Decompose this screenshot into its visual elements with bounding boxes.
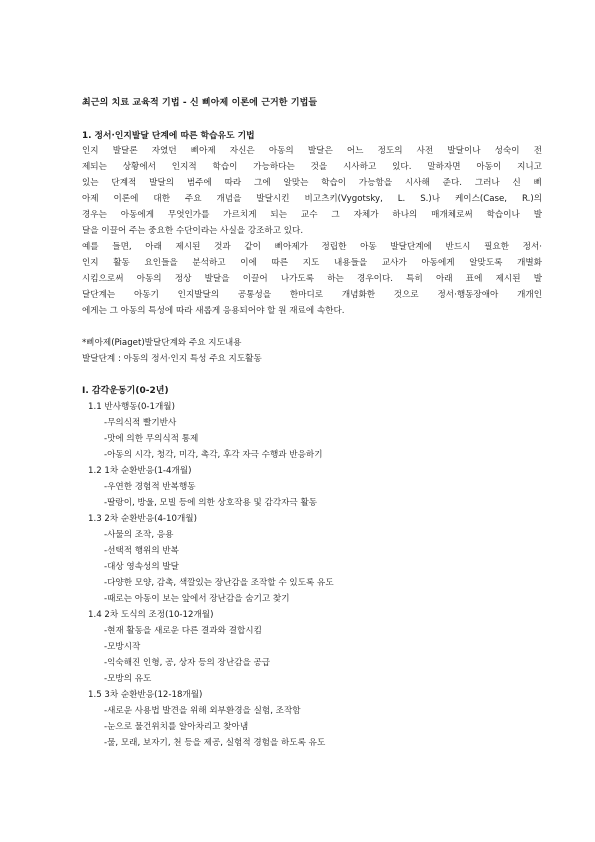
substage-label: 1.5 3차 순환반응(12-18개월) [88,690,203,700]
section-heading: 1. 정서·인지발달 단계에 따른 학습유도 기법 [82,131,255,141]
stage-heading: I. 감각운동기(0-2년) [82,386,169,396]
list-item: -사물의 조작, 응용 [104,530,174,540]
document-title: 최근의 치료 교육적 기법 - 신 삐아제 이론에 근거한 기법들 [82,98,318,108]
paragraph-line: 인지 활동 요인들을 분석하고 이에 따른 지도 내용들을 교사가 아동에게 알맞도록 개별화 [82,258,542,268]
list-item: -모방시작 [104,642,141,652]
list-item: -선택적 행위의 반복 [104,546,179,556]
substage-label: 1.1 반사행동(0-1개월) [88,402,175,412]
list-item: -우연한 경험적 반복행동 [104,482,196,492]
substage-label: 1.4 2차 도식의 조정(10-12개월) [88,610,214,620]
table-header-row: 발달단계 : 아동의 정서·인지 특성 주요 지도활동 [82,354,262,364]
list-item: -현재 활동을 새로운 다른 결과와 결합시킴 [104,626,262,636]
list-item: -무의식적 빨기반사 [104,418,177,428]
table-caption: *삐아제(Piaget)발달단계와 주요 지도내용 [82,338,242,348]
list-item: -아동의 시각, 청각, 미각, 촉각, 후각 자극 수행과 반응하기 [104,450,323,460]
paragraph-line: 예를 들면, 아래 제시된 것과 같이 삐아제가 정립한 아동 발달단계에 반드시 필요한 정서· [82,242,542,252]
paragraph-line: 경우는 아동에게 무엇인가를 가르치게 되는 교수 그 자체가 하나의 매개체로써 학습이나 발 [82,210,542,220]
list-item: -다양한 모양, 감촉, 색깔있는 장난감을 조작할 수 있도록 유도 [104,578,334,588]
list-item: -새로운 사용법 발견을 위해 외부환경을 실험, 조작함 [104,706,301,716]
paragraph-line: 아제 이론에 대한 주요 개념을 발달시킨 비고츠키(Vygotsky, L. S.)나 케이스(Case, R.)의 [82,194,542,204]
substage-label: 1.2 1차 순환반응(1-4개월) [88,466,192,476]
paragraph-line: 달을 이끌어 주는 중요한 수단이라는 사실을 강조하고 있다. [82,226,304,236]
list-item: -물, 모래, 보자기, 천 등을 제공, 실험적 경험을 하도록 유도 [104,738,326,748]
paragraph-line: 제되는 상황에서 인지적 학습이 가능하다는 것을 시사하고 있다. 말하자면 아동이 지니고 [82,162,542,172]
list-item: -익숙해진 인형, 공, 상자 등의 장난감을 공급 [104,658,271,668]
paragraph-line: 에게는 그 아동의 특성에 따라 새롭게 응용되어야 할 원 재료에 속한다. [82,306,345,316]
list-item: -눈으로 물건위치를 알아차리고 찾아냄 [104,722,249,732]
paragraph-line: 달단계는 아동기 인지발달의 공통성을 한마디로 개념화한 것으로 정서·행동장애아 개개인 [82,290,542,300]
substage-label: 1.3 2차 순환반응(4-10개월) [88,514,197,524]
paragraph-line: 있는 단계적 발달의 범주에 따라 그에 알맞는 학습이 가능함을 시사해 준다. 그러나 신 삐 [82,178,542,188]
paragraph-line: 시킴으로써 아동의 정상 발달을 이끌어 나가도록 하는 경우이다. 특히 아래 표에 제시된 발 [82,274,542,284]
list-item: -딸랑이, 방울, 모빌 등에 의한 상호작용 및 감각자극 활동 [104,498,318,508]
list-item: -때로는 아동이 보는 앞에서 장난감을 숨기고 찾기 [104,594,290,604]
paragraph-line: 인지 발달론 자였던 삐아제 자신은 아동의 발달은 어느 정도의 사전 발달이나 성숙이 전 [82,146,542,156]
list-item: -대상 영속성의 발달 [104,562,179,572]
list-item: -모방의 유도 [104,674,152,684]
list-item: -맛에 의한 무의식적 통제 [104,434,199,444]
